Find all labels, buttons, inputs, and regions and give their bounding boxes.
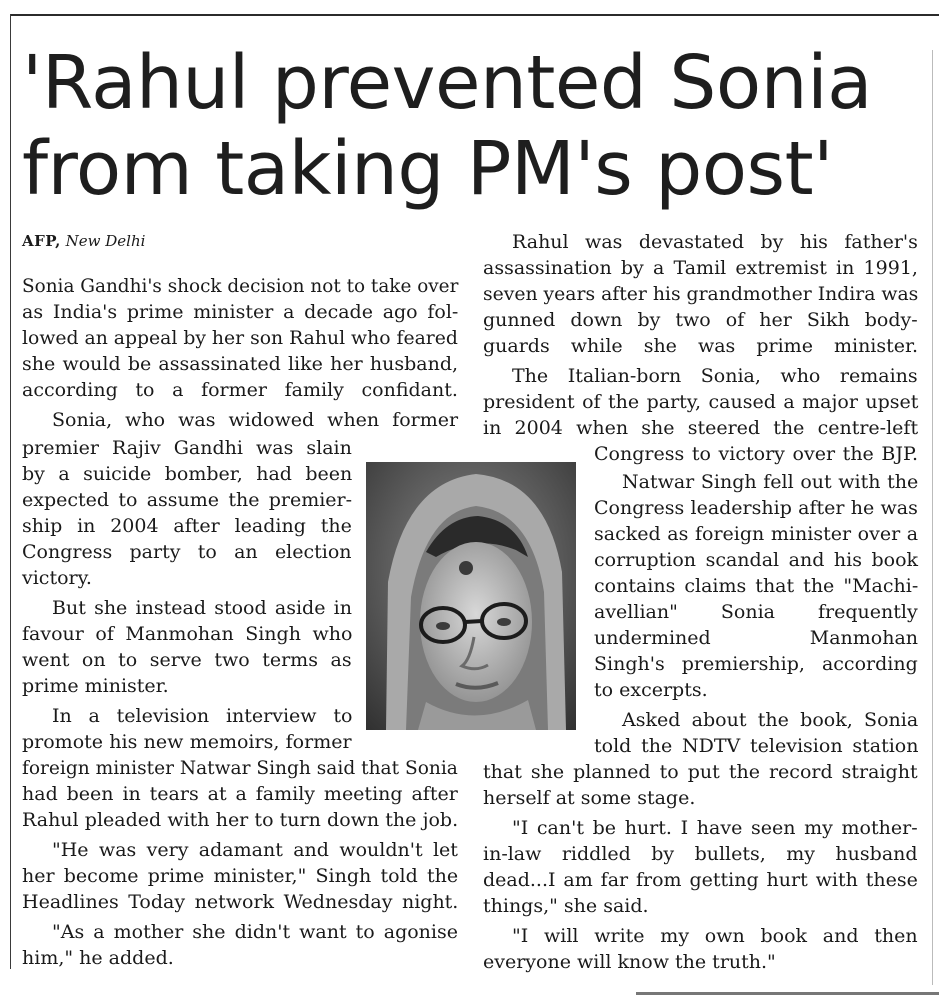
article-line: to excerpts.: [594, 679, 708, 701]
article-line: assassination by a Tamil extremist in 1991,: [483, 257, 918, 279]
article-line: Congress to victory over the BJP.: [594, 443, 918, 465]
article-line: "He was very adamant and wouldn't let: [52, 839, 458, 861]
headline-line-2: from taking PM's post': [22, 126, 833, 212]
article-line: promote his new memoirs, former: [22, 731, 352, 753]
headline-line-1: 'Rahul prevented Sonia: [22, 40, 872, 126]
article-line: prime minister.: [22, 675, 169, 697]
article-line: had been in tears at a family meeting after: [22, 783, 458, 805]
article-line: told the NDTV television station: [594, 735, 919, 757]
article-line: seven years after his grandmother Indira was: [483, 283, 919, 305]
top-rule: [10, 14, 939, 16]
article-line: him," he added.: [22, 947, 174, 969]
article-line: in-law riddled by bullets, my husband: [483, 843, 918, 865]
article-line: "As a mother she didn't want to agonise: [52, 921, 458, 943]
article-line: In a television interview to: [52, 705, 353, 727]
article-line: foreign minister Natwar Singh said that Sonia: [22, 757, 458, 779]
article-line: Singh's premiership, according: [594, 653, 918, 675]
article-line: guards while she was prime minister.: [483, 335, 919, 357]
headline: [22, 40, 927, 212]
article-line: "I can't be hurt. I have seen my mother-: [512, 817, 918, 839]
article-line: But she instead stood aside in: [52, 597, 352, 619]
article-line: The Italian-born Sonia, who remains: [512, 365, 918, 387]
article-line: lowed an appeal by her son Rahul who feared: [22, 327, 458, 349]
article-line: according to a former family confidant.: [22, 379, 458, 401]
article-line: Congress party to an election: [22, 541, 352, 563]
article-line: by a suicide bomber, had been: [22, 463, 353, 485]
article-line: ship in 2004 after leading the: [22, 515, 352, 537]
article-line: premier Rajiv Gandhi was slain: [22, 437, 352, 459]
article-line: she would be assassinated like her husband,: [22, 353, 459, 375]
article-line: corruption scandal and his book: [594, 549, 919, 571]
article-line: undermined Manmohan: [594, 627, 919, 649]
article-line: Sonia, who was widowed when former: [52, 409, 459, 431]
article-line: gunned down by two of her Sikh body-: [483, 309, 918, 331]
article-line: as India's prime minister a decade ago fol-: [22, 301, 459, 323]
article-line: that she planned to put the record straight: [483, 761, 918, 783]
portrait-image: [366, 462, 576, 730]
bottom-rule: [636, 992, 939, 995]
left-border-rule: [10, 14, 11, 969]
article-line: sacked as foreign minister over a: [594, 523, 919, 545]
sonia-gandhi-photo: [366, 462, 576, 730]
article-line: her become prime minister," Singh told the: [22, 865, 459, 887]
article-line: Sonia Gandhi's shock decision not to take over: [22, 275, 459, 297]
article-line: everyone will know the truth.": [483, 951, 776, 973]
article-line: Rahul was devastated by his father's: [512, 231, 918, 253]
article-line: victory.: [22, 567, 92, 589]
article-line: dead...I am far from getting hurt with these: [483, 869, 918, 891]
article-line: avellian" Sonia frequently: [594, 601, 918, 623]
article-line: "I will write my own book and then: [512, 925, 918, 947]
article-line: went on to serve two terms as: [22, 649, 352, 671]
article-line: contains claims that the "Machi-: [594, 575, 919, 597]
article-line: Natwar Singh fell out with the: [622, 471, 919, 493]
byline: [22, 232, 145, 250]
article-line: president of the party, caused a major upset: [483, 391, 919, 413]
article-line: things," she said.: [483, 895, 649, 917]
article-line: favour of Manmohan Singh who: [22, 623, 353, 645]
right-border-rule: [932, 50, 933, 985]
article-line: Asked about the book, Sonia: [622, 709, 919, 731]
article-line: in 2004 when she steered the centre-left: [483, 417, 919, 439]
article-line: herself at some stage.: [483, 787, 696, 809]
article-line: Headlines Today network Wednesday night.: [22, 891, 459, 913]
article-line: Rahul pleaded with her to turn down the job.: [22, 809, 459, 831]
byline-place: New Delhi: [65, 232, 146, 250]
article-line: Congress leadership after he was: [594, 497, 918, 519]
article-line: expected to assume the premier-: [22, 489, 353, 511]
byline-agency: AFP,: [22, 232, 61, 250]
